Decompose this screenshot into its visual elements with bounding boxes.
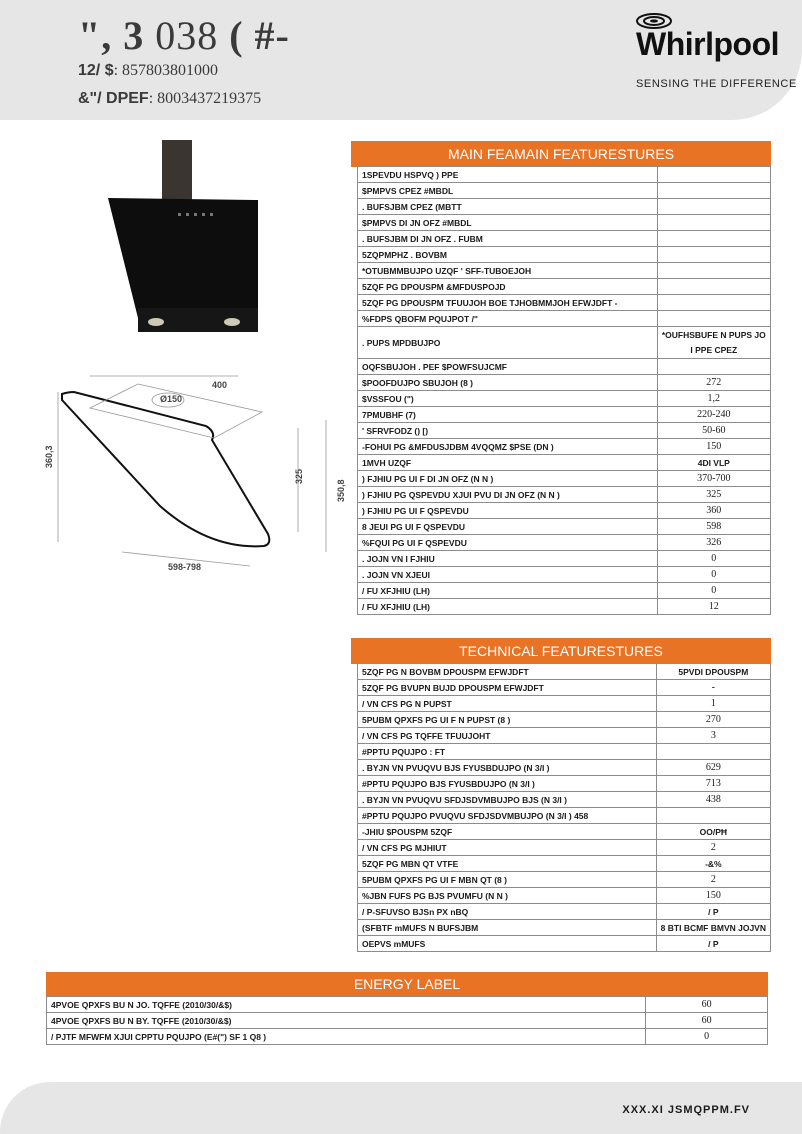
row-value: 629 — [656, 760, 770, 776]
row-value — [657, 359, 770, 375]
row-label: 5ZQPMPHZ . BOVBM — [358, 247, 658, 263]
whirlpool-logo — [636, 12, 797, 92]
row-value: 360 — [657, 503, 770, 519]
table-row — [358, 279, 771, 295]
table-row — [358, 391, 771, 407]
table-row — [358, 407, 771, 423]
brand-tagline: SENSING THE DIFFERENCE — [636, 78, 797, 90]
row-value — [657, 279, 770, 295]
dim-width-top: 400 — [212, 380, 228, 390]
row-value: 50-60 — [657, 423, 770, 439]
row-label: 5ZQF PG DPOUSPM &MFDUSPOJD — [358, 279, 658, 295]
row-value — [657, 311, 770, 327]
table-row — [358, 551, 771, 567]
table-row — [358, 776, 771, 792]
row-label: 5PUBM QPXFS PG UI F MBN QT (8 ) — [358, 872, 657, 888]
table-row — [358, 599, 771, 615]
row-value: 12 — [657, 599, 770, 615]
row-value — [657, 167, 770, 183]
product-title: ", 3 038 ( #- — [78, 13, 290, 58]
row-label: OQFSBUJOH . PEF $POWFSUJCMF — [358, 359, 658, 375]
row-value — [656, 808, 770, 824]
row-value: 60 — [646, 1013, 768, 1029]
table-row — [358, 423, 771, 439]
row-value: 5PVDI DPOUSPM — [656, 664, 770, 680]
row-value: 325 — [657, 487, 770, 503]
row-label: 1MVH UZQF — [358, 455, 658, 471]
row-label: 5ZQF PG MBN QT VTFE — [358, 856, 657, 872]
row-value: 2 — [656, 840, 770, 856]
row-value — [657, 215, 770, 231]
table-row — [47, 997, 768, 1013]
table-row — [358, 920, 771, 936]
table-row — [358, 503, 771, 519]
row-label: -JHIU $POUSPM 5ZQF — [358, 824, 657, 840]
table-row — [358, 728, 771, 744]
dim-range-bottom: 598-798 — [168, 562, 202, 572]
row-value: 0 — [657, 551, 770, 567]
row-value: 0 — [657, 583, 770, 599]
row-label: 4PVOE QPXFS BU N BY. TQFFE (2010/30/&$) — [47, 1013, 646, 1029]
row-label: %FQUI PG UI F QSPEVDU — [358, 535, 658, 551]
table-row — [358, 664, 771, 680]
row-label: $PMPVS CPEZ #MBDL — [358, 183, 658, 199]
row-value — [656, 744, 770, 760]
table-row — [358, 567, 771, 583]
row-value — [657, 199, 770, 215]
table-row — [358, 471, 771, 487]
row-label: 8 JEUI PG UI F QSPEVDU — [358, 519, 658, 535]
table-row — [358, 535, 771, 551]
row-label: . BYJN VN PVUQVU SFDJSDVMBUJPO BJS (N 3/I ) — [358, 792, 657, 808]
row-value: -&% — [656, 856, 770, 872]
row-label: #PPTU PQUJPO BJS FYUSBDUJPO (N 3/I ) — [358, 776, 657, 792]
row-label: . JOJN VN XJEUI — [358, 567, 658, 583]
table-row — [358, 792, 771, 808]
row-value: - — [656, 680, 770, 696]
dim-duct: Ø150 — [160, 394, 183, 404]
row-label: / P-SFUVSO BJSn PX nBQ — [358, 904, 657, 920]
dim-height-left: 360,3 — [44, 445, 54, 468]
row-label: #PPTU PQUJPO PVUQVU SFDJSDVMBUJPO (N 3/I ) 458 — [358, 808, 657, 824]
table-row — [47, 1013, 768, 1029]
row-value — [657, 231, 770, 247]
energy-label-header: ENERGY LABEL — [46, 972, 768, 996]
row-label: %JBN FUFS PG BJS PVUMFU (N N ) — [358, 888, 657, 904]
row-value: 220-240 — [657, 407, 770, 423]
row-label: / VN CFS PG TQFFE TFUUJOHT — [358, 728, 657, 744]
row-value — [657, 263, 770, 279]
row-label: / VN CFS PG N PUPST — [358, 696, 657, 712]
table-row — [358, 231, 771, 247]
row-label: ) FJHIU PG QSPEVDU XJUI PVU DI JN OFZ (N N ) — [358, 487, 658, 503]
row-label: . BUFSJBM DI JN OFZ . FUBM — [358, 231, 658, 247]
table-row — [358, 167, 771, 183]
table-row — [358, 375, 771, 391]
row-label: OEPVS mMUFS — [358, 936, 657, 952]
row-label: / VN CFS PG MJHIUT — [358, 840, 657, 856]
row-label: 5ZQF PG DPOUSPM TFUUJOH BOE TJHOBMMJOH EFWJDFT - — [358, 295, 658, 311]
row-value: 150 — [657, 439, 770, 455]
row-label: %FDPS QBOFM PQUJPOT /" — [358, 311, 658, 327]
row-label: 1SPEVDU HSPVQ ) PPE — [358, 167, 658, 183]
row-value: 272 — [657, 375, 770, 391]
row-label: . PUPS MPDBUJPO — [358, 327, 658, 359]
row-value: 4DI VLP — [657, 455, 770, 471]
row-value — [657, 295, 770, 311]
main-features-header: MAIN FEAMAIN FEATURESTURES — [351, 141, 771, 167]
row-label: 4PVOE QPXFS BU N JO. TQFFE (2010/30/&$) — [47, 997, 646, 1013]
row-value: 150 — [656, 888, 770, 904]
dim-right: 350,8 — [336, 479, 346, 502]
row-label: 7PMUBHF (7) — [358, 407, 658, 423]
product-photo — [108, 140, 268, 340]
table-row — [358, 359, 771, 375]
table-row — [358, 840, 771, 856]
row-label: / FU XFJHIU (LH) — [358, 583, 658, 599]
table-row — [358, 295, 771, 311]
table-row — [358, 487, 771, 503]
table-row — [358, 311, 771, 327]
table-row — [358, 519, 771, 535]
row-value: 0 — [646, 1029, 768, 1045]
table-row — [358, 263, 771, 279]
row-label: ' SFRVFODZ () [) — [358, 423, 658, 439]
table-row — [358, 183, 771, 199]
table-row — [358, 583, 771, 599]
table-row — [358, 696, 771, 712]
row-label: #PPTU PQUJPO : FT — [358, 744, 657, 760]
table-row — [358, 680, 771, 696]
row-value: OO/PĦ — [656, 824, 770, 840]
row-label: . BYJN VN PVUQVU BJS FYUSBDUJPO (N 3/I ) — [358, 760, 657, 776]
row-value: 598 — [657, 519, 770, 535]
row-value: 370-700 — [657, 471, 770, 487]
table-row — [358, 936, 771, 952]
table-row — [358, 904, 771, 920]
row-label: $VSSFOU (") — [358, 391, 658, 407]
row-label: / PJTF MFWFM XJUI CPPTU PQUJPO (E#(") SF 1 Q8 ) — [47, 1029, 646, 1045]
product-code-line: 12/ $: 857803801000 — [78, 62, 219, 79]
row-value — [657, 247, 770, 263]
row-label: / FU XFJHIU (LH) — [358, 599, 658, 615]
table-row — [358, 327, 771, 359]
table-row — [358, 439, 771, 455]
table-row — [358, 888, 771, 904]
brand-name: Whirlpool — [636, 26, 780, 62]
table-row — [358, 744, 771, 760]
row-label: $POOFDUJPO SBUJOH (8 ) — [358, 375, 658, 391]
row-value: *OUFHSBUFE N PUPS JO I PPE CPEZ — [657, 327, 770, 359]
table-row — [358, 856, 771, 872]
table-row — [358, 824, 771, 840]
table-row — [47, 1029, 768, 1045]
table-row — [358, 760, 771, 776]
energy-label-table — [46, 996, 768, 1045]
footer-url: XXX.XI JSMQPPM.FV — [622, 1104, 750, 1116]
row-value: 8 BTI BCMF BMVN JOJVN — [656, 920, 770, 936]
row-label: (SFBTF mMUFS N BUFSJBM — [358, 920, 657, 936]
row-label: ) FJHIU PG UI F DI JN OFZ (N N ) — [358, 471, 658, 487]
row-value: 326 — [657, 535, 770, 551]
row-label: *OTUBMMBUJPO UZQF ' SFF-TUBOEJOH — [358, 263, 658, 279]
technical-features-table — [357, 663, 771, 952]
row-label: 5PUBM QPXFS PG UI F N PUPST (8 ) — [358, 712, 657, 728]
row-value: 0 — [657, 567, 770, 583]
table-row — [358, 712, 771, 728]
ean-code-line: &"/ DPEF: 8003437219375 — [78, 90, 262, 107]
row-value: 1,2 — [657, 391, 770, 407]
row-value: 2 — [656, 872, 770, 888]
row-value: 3 — [656, 728, 770, 744]
row-label: 5ZQF PG N BOVBM DPOUSPM EFWJDFT — [358, 664, 657, 680]
dimension-diagram — [40, 372, 350, 582]
table-row — [358, 808, 771, 824]
row-label: 5ZQF PG BVUPN BUJD DPOUSPM EFWJDFT — [358, 680, 657, 696]
row-label: -FOHUI PG &MFDUSJDBM 4VQQMZ $PSE (DN ) — [358, 439, 658, 455]
row-value: 270 — [656, 712, 770, 728]
main-features-table — [357, 166, 771, 615]
table-row — [358, 199, 771, 215]
row-label: . JOJN VN I FJHIU — [358, 551, 658, 567]
row-label: ) FJHIU PG UI F QSPEVDU — [358, 503, 658, 519]
row-value: 60 — [646, 997, 768, 1013]
row-value: 1 — [656, 696, 770, 712]
row-value: / P — [656, 904, 770, 920]
dim-mid: 325 — [294, 468, 304, 484]
row-value: 438 — [656, 792, 770, 808]
row-value: / P — [656, 936, 770, 952]
table-row — [358, 215, 771, 231]
technical-features-header: TECHNICAL FEATURESTURES — [351, 638, 771, 664]
table-row — [358, 455, 771, 471]
row-value: 713 — [656, 776, 770, 792]
row-label: $PMPVS DI JN OFZ #MBDL — [358, 215, 658, 231]
row-label: . BUFSJBM CPEZ (MBTT — [358, 199, 658, 215]
table-row — [358, 872, 771, 888]
row-value — [657, 183, 770, 199]
table-row — [358, 247, 771, 263]
